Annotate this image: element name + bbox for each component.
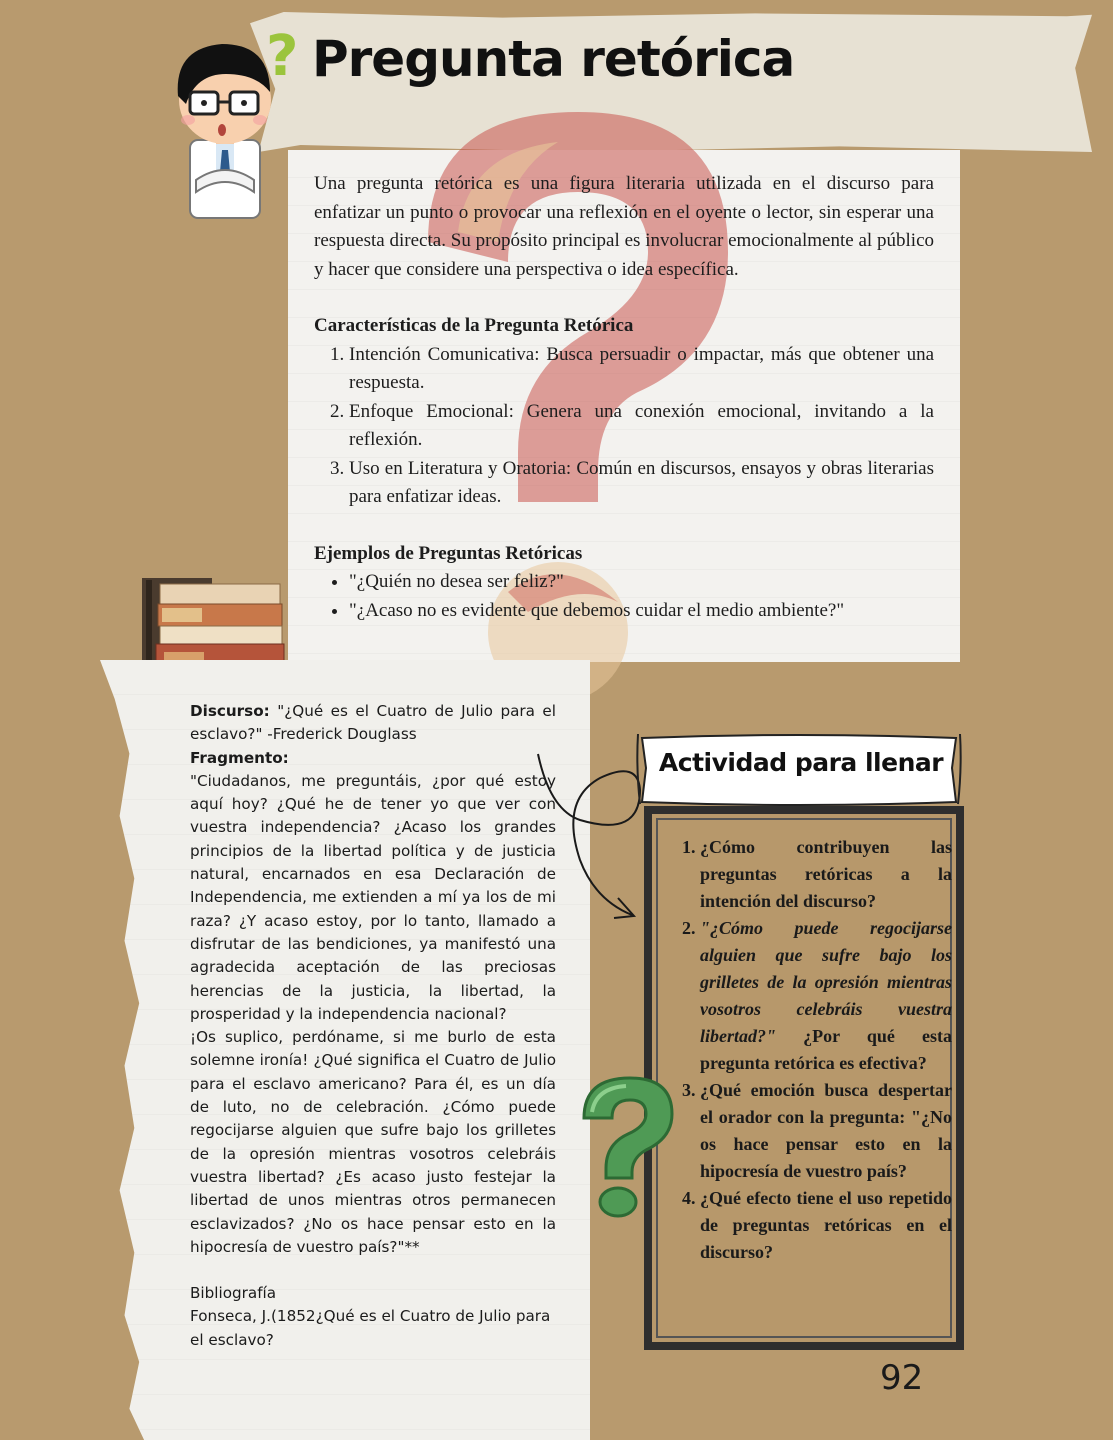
green-accent-question-icon: ? [266, 24, 299, 89]
activity-question-2-quote: "¿Cómo puede regocijarse alguien que sufre bajo los grilletes de la opresión mientras vosotros celebráis vuestra libertad?" [700, 918, 952, 1046]
green-question-mark-icon [570, 1072, 680, 1222]
professor-character-icon [160, 30, 280, 220]
examples-heading: Ejemplos de Preguntas Retóricas [314, 542, 583, 564]
discurso-label: Discurso: [190, 702, 270, 720]
top-text-block [314, 170, 934, 625]
activity-question-2-text: ¿Por qué esta pregunta retórica es efectiva? [700, 1026, 952, 1073]
list-item: • "¿Acaso no es evidente que debemos cuidar el medio ambiente?" [349, 597, 934, 626]
list-item: 1. Intención Comunicativa: Busca persuadir o impactar, más que obtener una respuesta. [349, 341, 934, 398]
intro-paragraph: Una pregunta retórica es una figura literaria utilizada en el discurso para enfatizar un punto o provocar una reflexión en el oyente o lector, sin esperar una respuesta directa. Su propósito principal es involucrar emocionalmente al público y hacer que considere una perspectiva o idea específica. [314, 173, 934, 280]
discurso-line [190, 700, 556, 747]
bibliography-heading: Bibliografía [190, 1284, 277, 1303]
activity-question-2 [700, 915, 952, 1077]
page-title: Pregunta retórica [312, 30, 795, 88]
list-item: • "¿Quién no desea ser feliz?" [349, 568, 934, 597]
list-item: 3. Uso en Literatura y Oratoria: Común en discursos, ensayos y obras literarias para enfatizar ideas. [349, 455, 934, 512]
activity-question-4: 4. ¿Qué efecto tiene el uso repetido de preguntas retóricas en el discurso? [700, 1185, 952, 1266]
list-item: 2. Enfoque Emocional: Genera una conexión emocional, invitando a la reflexión. [349, 398, 934, 455]
fragment-paragraph-2: ¡Os suplico, perdóname, si me burlo de esta solemne ironía! ¿Qué significa el Cuatro de Julio para el esclavo americano? Para él, es un día de luto, no de celebración. ¿Cómo puede regocijarse alguien que sufre bajo los grilletes de la opresión mientras vosotros celebráis vuestra libertad? ¿Es acaso justo festejar la libertad de unos mientras otros permanecen esclavizados? ¿No os hace pensar esto en la hipocresía de vuestro país?"** [190, 1028, 556, 1256]
fragment-paragraph-1: "Ciudadanos, me preguntáis, ¿por qué estoy aquí hoy? ¿Qué he de tener yo que ver con vuestra independencia? ¿Acaso los grandes principios de la libertad política y de justicia natural, encarnados en esa Declaración de Independencia, me extienden a mí ya los de mi raza? ¿Y acaso estoy, por lo tanto, llamado a disfrutar de las bendiciones, ya manifestó una agradecida aceptación de las preciosas herencias de la justicia, la libertad, la prosperidad y la independencia nacional? [190, 771, 556, 1023]
activity-question-1: 1. ¿Cómo contribuyen las preguntas retóricas a la intención del discurso? [700, 834, 952, 915]
page-number: 92 [880, 1358, 924, 1398]
activity-questions-list [680, 834, 952, 1266]
activity-question-3: 3. ¿Qué emoción busca despertar el orador con la pregunta: "¿No os hace pensar esto en la hipocresía de vuestro país? [700, 1077, 952, 1185]
examples-list [314, 568, 934, 625]
characteristics-list [314, 341, 934, 512]
characteristics-heading: Características de la Pregunta Retórica [314, 315, 634, 336]
fragmento-label: Fragmento: [190, 748, 289, 767]
speech-text-block [190, 700, 556, 1352]
discurso-text: "¿Qué es el Cuatro de Julio para el esclavo?" -Frederick Douglass [190, 702, 556, 744]
activity-title: Actividad para llenar [658, 748, 944, 777]
bibliography-entry: Fonseca, J.(1852¿Qué es el Cuatro de Julio para el esclavo? [190, 1307, 551, 1349]
